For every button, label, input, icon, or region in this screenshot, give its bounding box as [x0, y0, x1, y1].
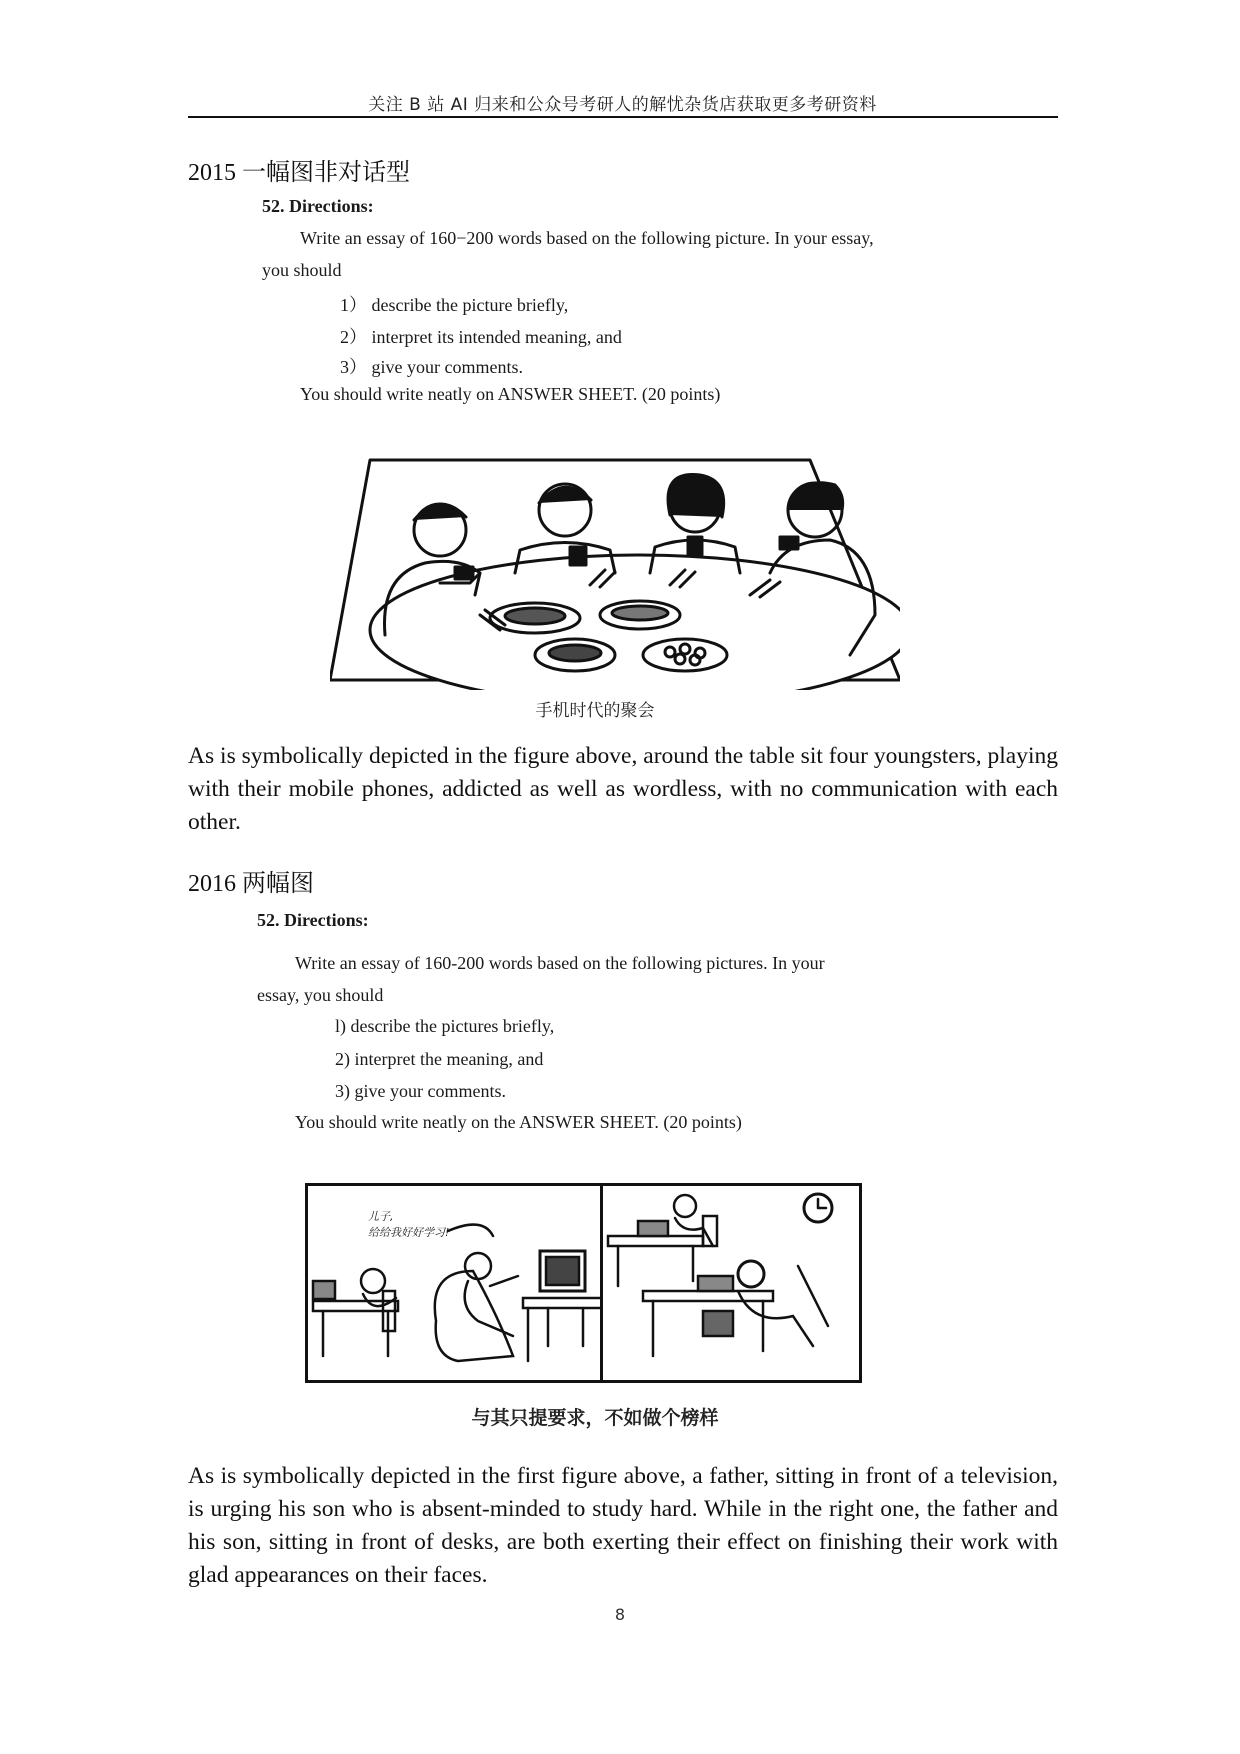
section-title-2015: 2015 一幅图非对话型	[188, 160, 410, 186]
directions-item: l) describe the pictures briefly,	[335, 1016, 555, 1036]
figure-caption-2015: 手机时代的聚会	[535, 701, 655, 721]
paragraph-2016: As is symbolically depicted in the first figure above, a father, sitting in front of a television, is urging his son who is absent-minded to study hard. While in the right one, the father and his son, sitting in front of desks, are both exerting their effect on finishing their work with glad appearances on their faces.	[188, 1463, 1058, 1588]
section-title-2016: 2016 两幅图	[188, 871, 314, 897]
directions-line: you should	[262, 260, 342, 280]
directions-item: 2） interpret its intended meaning, and	[340, 327, 622, 347]
figure-caption-2016: 与其只提要求，不如做个榜样	[471, 1407, 719, 1429]
directions-scan-2015	[250, 190, 995, 720]
right-panel-illustration	[600, 1183, 862, 1383]
directions-heading: 52. Directions:	[257, 910, 369, 930]
paragraph-2015: As is symbolically depicted in the figure above, around the table sit four youngsters, playing with their mobile phones, addicted as well as wordless, with no communication with each other.	[188, 743, 1058, 835]
directions-item: 3) give your comments.	[335, 1081, 506, 1101]
page-header: 关注 B 站 AI 归来和公众号考研人的解忧杂货店获取更多考研资料	[368, 95, 877, 115]
directions-item: 1） describe the picture briefly,	[340, 295, 569, 315]
left-panel-illustration	[305, 1183, 617, 1383]
directions-scan-2016	[245, 905, 990, 1445]
directions-note: You should write neatly on the ANSWER SHEET. (20 points)	[295, 1112, 742, 1132]
directions-line: essay, you should	[257, 985, 384, 1005]
directions-heading: 52. Directions:	[262, 196, 374, 216]
directions-line: Write an essay of 160−200 words based on the following picture. In your essay,	[300, 228, 874, 248]
directions-item: 2) interpret the meaning, and	[335, 1049, 544, 1069]
directions-note: You should write neatly on ANSWER SHEET. (20 points)	[300, 384, 721, 404]
directions-item: 3） give your comments.	[340, 357, 523, 377]
speech-bubble-text: 给给我好好学习!	[368, 1226, 450, 1239]
phone-party-illustration	[330, 455, 900, 690]
directions-line: Write an essay of 160-200 words based on the following pictures. In your	[295, 953, 825, 973]
header-divider	[188, 116, 1058, 118]
speech-bubble-text: 儿子,	[368, 1210, 394, 1223]
page-number: 8	[614, 1605, 626, 1624]
